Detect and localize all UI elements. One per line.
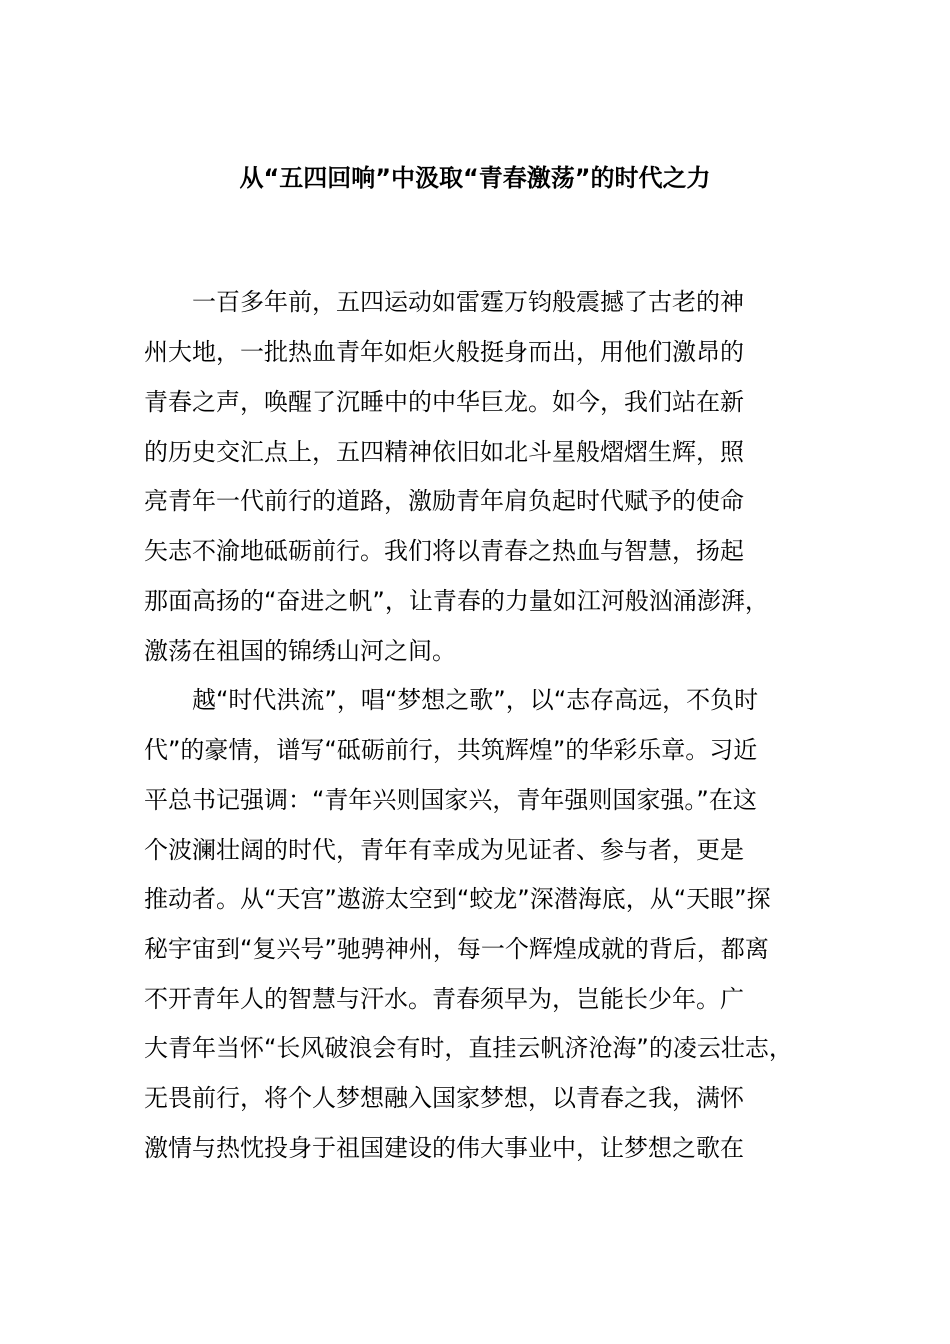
body-line: 越“时代洪流”，唱“梦想之歌”，以“志存高远，不负时 <box>144 686 759 714</box>
body-line: 州大地，一批热血青年如炬火般挺身而出，用他们激昂的 <box>144 338 744 366</box>
body-line: 代”的豪情，谱写“砥砺前行，共筑辉煌”的华彩乐章。习近 <box>144 736 758 764</box>
body-line: 一百多年前，五四运动如雷霆万钧般震撼了古老的神 <box>144 288 744 316</box>
body-line: 不开青年人的智慧与汗水。青春须早为，岂能长少年。广 <box>144 985 744 1013</box>
body-line: 个波澜壮阔的时代，青年有幸成为见证者、参与者，更是 <box>144 836 744 864</box>
body-line: 矢志不渝地砥砺前行。我们将以青春之热血与智慧，扬起 <box>144 537 744 565</box>
body-line: 那面高扬的“奋进之帆”，让青春的力量如江河般汹涌澎湃， <box>144 587 769 615</box>
body-line: 青春之声，唤醒了沉睡中的中华巨龙。如今，我们站在新 <box>144 388 744 416</box>
body-line: 无畏前行，将个人梦想融入国家梦想，以青春之我，满怀 <box>144 1084 744 1112</box>
document-title: 从“五四回响”中汲取“青春激荡”的时代之力 <box>239 164 711 192</box>
body-line: 推动者。从“天宫”遨游太空到“蛟龙”深潜海底，从“天眼”探 <box>144 885 771 913</box>
body-line: 激情与热忱投身于祖国建设的伟大事业中，让梦想之歌在 <box>144 1134 744 1162</box>
body-line: 激荡在祖国的锦绣山河之间。 <box>144 637 456 665</box>
body-line: 的历史交汇点上，五四精神依旧如北斗星般熠熠生辉，照 <box>144 438 744 466</box>
body-line: 秘宇宙到“复兴号”驰骋神州，每一个辉煌成就的背后，都离 <box>144 935 769 963</box>
body-line: 平总书记强调：“青年兴则国家兴，青年强则国家强。”在这 <box>144 786 757 814</box>
body-line: 亮青年一代前行的道路，激励青年肩负起时代赋予的使命 <box>144 487 744 515</box>
body-line: 大青年当怀“长风破浪会有时，直挂云帆济沧海”的凌云壮志， <box>144 1034 793 1062</box>
